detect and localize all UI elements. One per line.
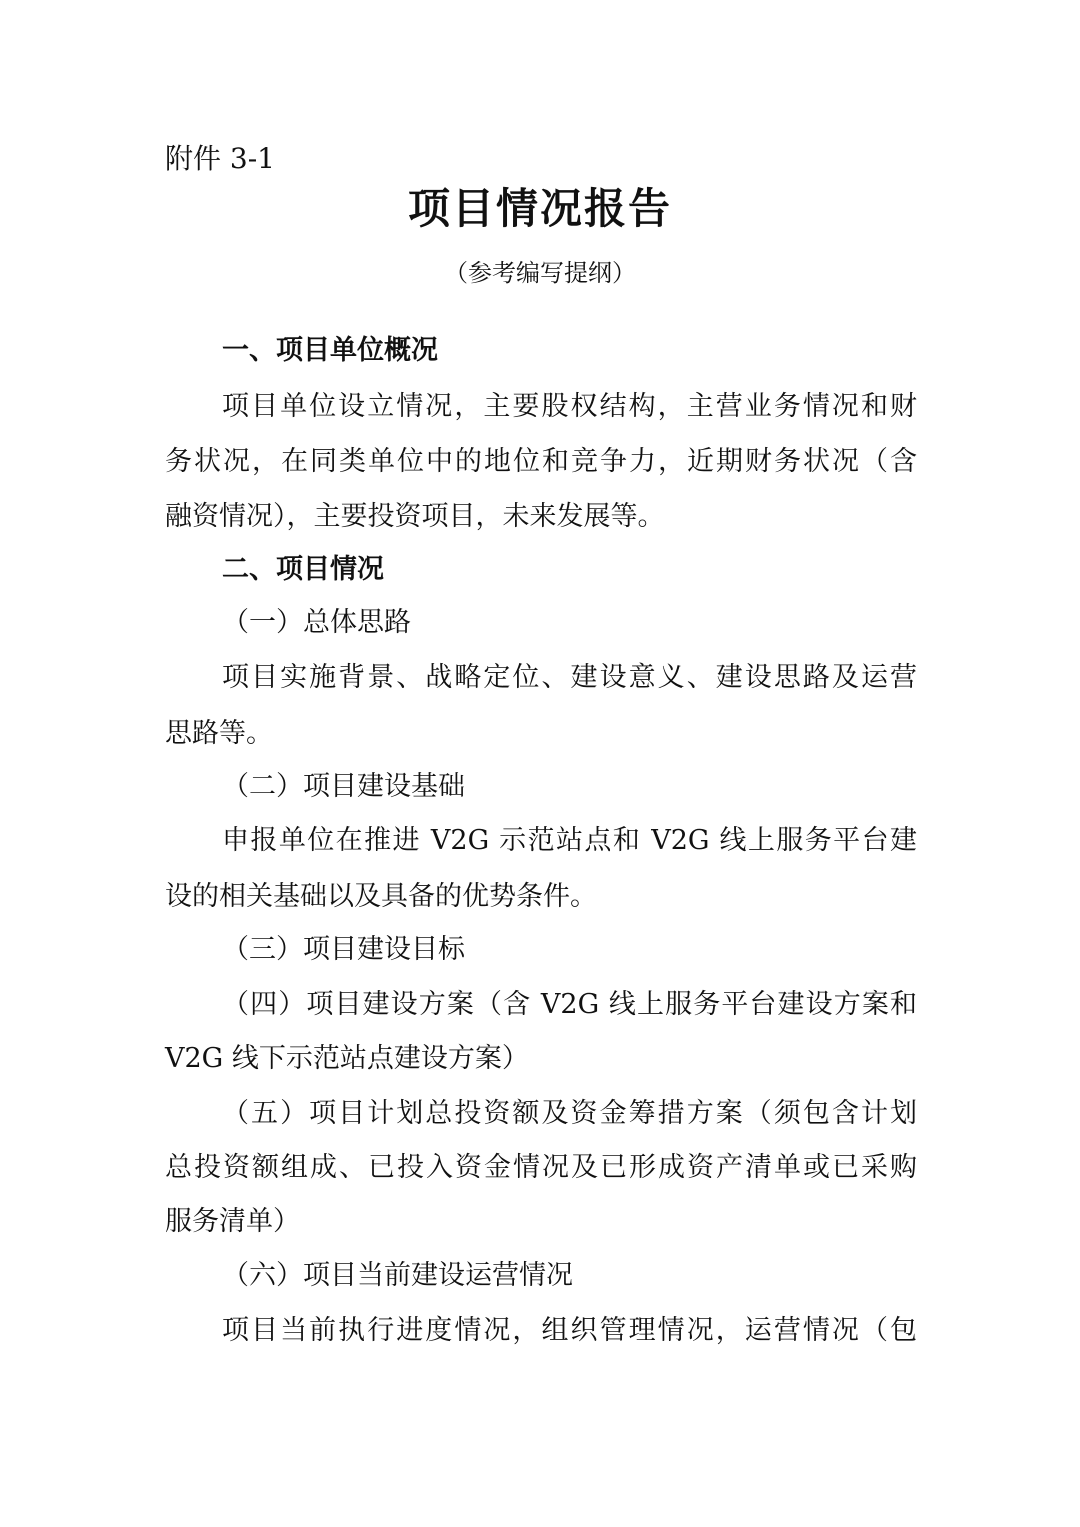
paragraph-line: 融资情况），主要投资项目，未来发展等。 xyxy=(165,501,665,532)
subsection-heading-2: （二）项目建设基础 xyxy=(222,771,465,802)
paragraph-line: 服务清单） xyxy=(165,1206,300,1237)
paragraph-line: 设的相关基础以及具备的优势条件。 xyxy=(165,881,597,912)
paragraph-line: V2G 线下示范站点建设方案） xyxy=(165,1043,529,1074)
paragraph-line: 思路等。 xyxy=(165,718,273,749)
paragraph-line: 项目实施背景、战略定位、建设意义、建设思路及运营 xyxy=(222,662,917,693)
section-heading-1: 一、项目单位概况 xyxy=(222,335,438,366)
paragraph-line: 项目单位设立情况，主要股权结构，主营业务情况和财 xyxy=(222,391,917,422)
document-title: 项目情况报告 xyxy=(407,184,672,233)
subsection-heading-4: （四）项目建设方案（含 V2G 线上服务平台建设方案和 xyxy=(222,989,917,1020)
subsection-heading-1: （一）总体思路 xyxy=(222,607,411,638)
document-subtitle: （参考编写提纲） xyxy=(444,259,636,287)
paragraph-line: 总投资额组成、已投入资金情况及已形成资产清单或已采购 xyxy=(165,1152,917,1183)
subsection-heading-3: （三）项目建设目标 xyxy=(222,934,465,965)
paragraph-line: 项目当前执行进度情况，组织管理情况，运营情况（包 xyxy=(222,1315,917,1346)
paragraph-line: 申报单位在推进 V2G 示范站点和 V2G 线上服务平台建 xyxy=(222,825,917,856)
subsection-heading-6: （六）项目当前建设运营情况 xyxy=(222,1260,573,1291)
attachment-label: 附件 3-1 xyxy=(165,142,275,175)
subsection-heading-5: （五）项目计划总投资额及资金筹措方案（须包含计划 xyxy=(222,1098,917,1129)
paragraph-line: 务状况，在同类单位中的地位和竞争力，近期财务状况（含 xyxy=(165,446,917,477)
section-heading-2: 二、项目情况 xyxy=(222,554,384,585)
